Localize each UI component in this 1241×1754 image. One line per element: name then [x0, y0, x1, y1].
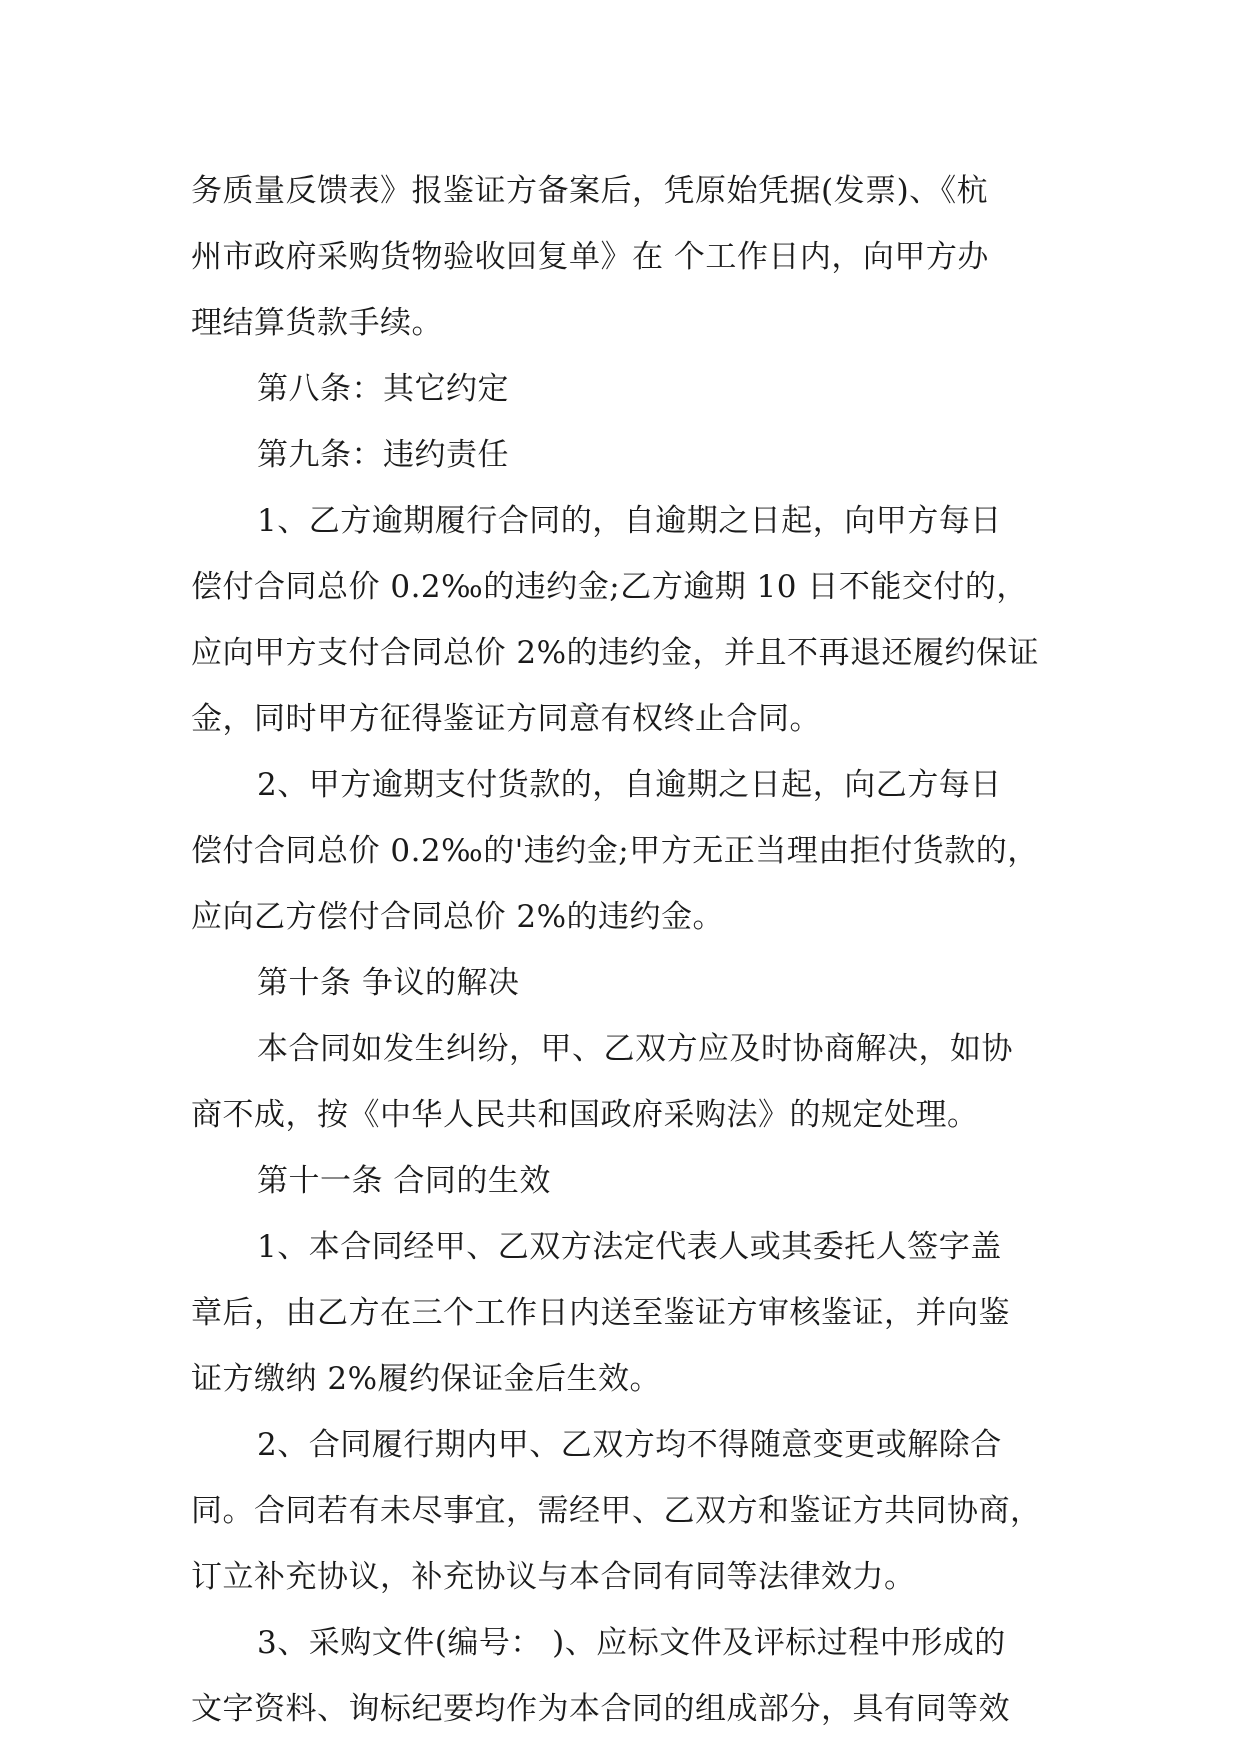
document-body — [191, 158, 1053, 1742]
text-line: 理结算货款手续。 — [191, 305, 443, 341]
text-line: 州市政府采购货物验收回复单》在 个工作日内，向甲方办 — [191, 239, 989, 275]
section-heading-article-11: 第十一条 合同的生效 — [257, 1163, 551, 1199]
text-line: 金，同时甲方征得鉴证方同意有权终止合同。 — [191, 701, 821, 737]
text-line: 2、合同履行期内甲、乙双方均不得随意变更或解除合 — [257, 1427, 1002, 1463]
text-line: 订立补充协议，补充协议与本合同有同等法律效力。 — [191, 1559, 916, 1595]
text-line: 文字资料、询标纪要均作为本合同的组成部分，具有同等效 — [191, 1691, 1010, 1727]
text-line: 3、采购文件(编号： )、应标文件及评标过程中形成的 — [257, 1625, 1006, 1661]
section-heading-article-8: 第八条：其它约定 — [257, 371, 509, 407]
text-line: 应向乙方偿付合同总价 2%的违约金。 — [191, 899, 725, 935]
text-line: 商不成，按《中华人民共和国政府采购法》的规定处理。 — [191, 1097, 979, 1133]
text-line: 证方缴纳 2%履约保证金后生效。 — [191, 1361, 662, 1397]
text-line: 本合同如发生纠纷，甲、乙双方应及时协商解决，如协 — [257, 1031, 1013, 1067]
text-line: 1、乙方逾期履行合同的，自逾期之日起，向甲方每日 — [257, 503, 1002, 539]
text-line: 1、本合同经甲、乙双方法定代表人或其委托人签字盖 — [257, 1229, 1002, 1265]
text-line: 务质量反馈表》报鉴证方备案后，凭原始凭据(发票)、《杭 — [191, 173, 989, 209]
text-line: 章后，由乙方在三个工作日内送至鉴证方审核鉴证，并向鉴 — [191, 1295, 1010, 1331]
text-line: 偿付合同总价 0.2‰的违约金;乙方逾期 10 日不能交付的， — [191, 569, 1028, 605]
text-line: 2、甲方逾期支付货款的，自逾期之日起，向乙方每日 — [257, 767, 1002, 803]
text-line: 应向甲方支付合同总价 2%的违约金，并且不再退还履约保证 — [191, 635, 1040, 671]
section-heading-article-10: 第十条 争议的解决 — [257, 965, 520, 1001]
section-heading-article-9: 第九条：违约责任 — [257, 437, 509, 473]
text-line: 同。合同若有未尽事宜，需经甲、乙双方和鉴证方共同协商， — [191, 1493, 1042, 1529]
text-line: 偿付合同总价 0.2‰的'违约金;甲方无正当理由拒付货款的， — [191, 833, 1039, 869]
